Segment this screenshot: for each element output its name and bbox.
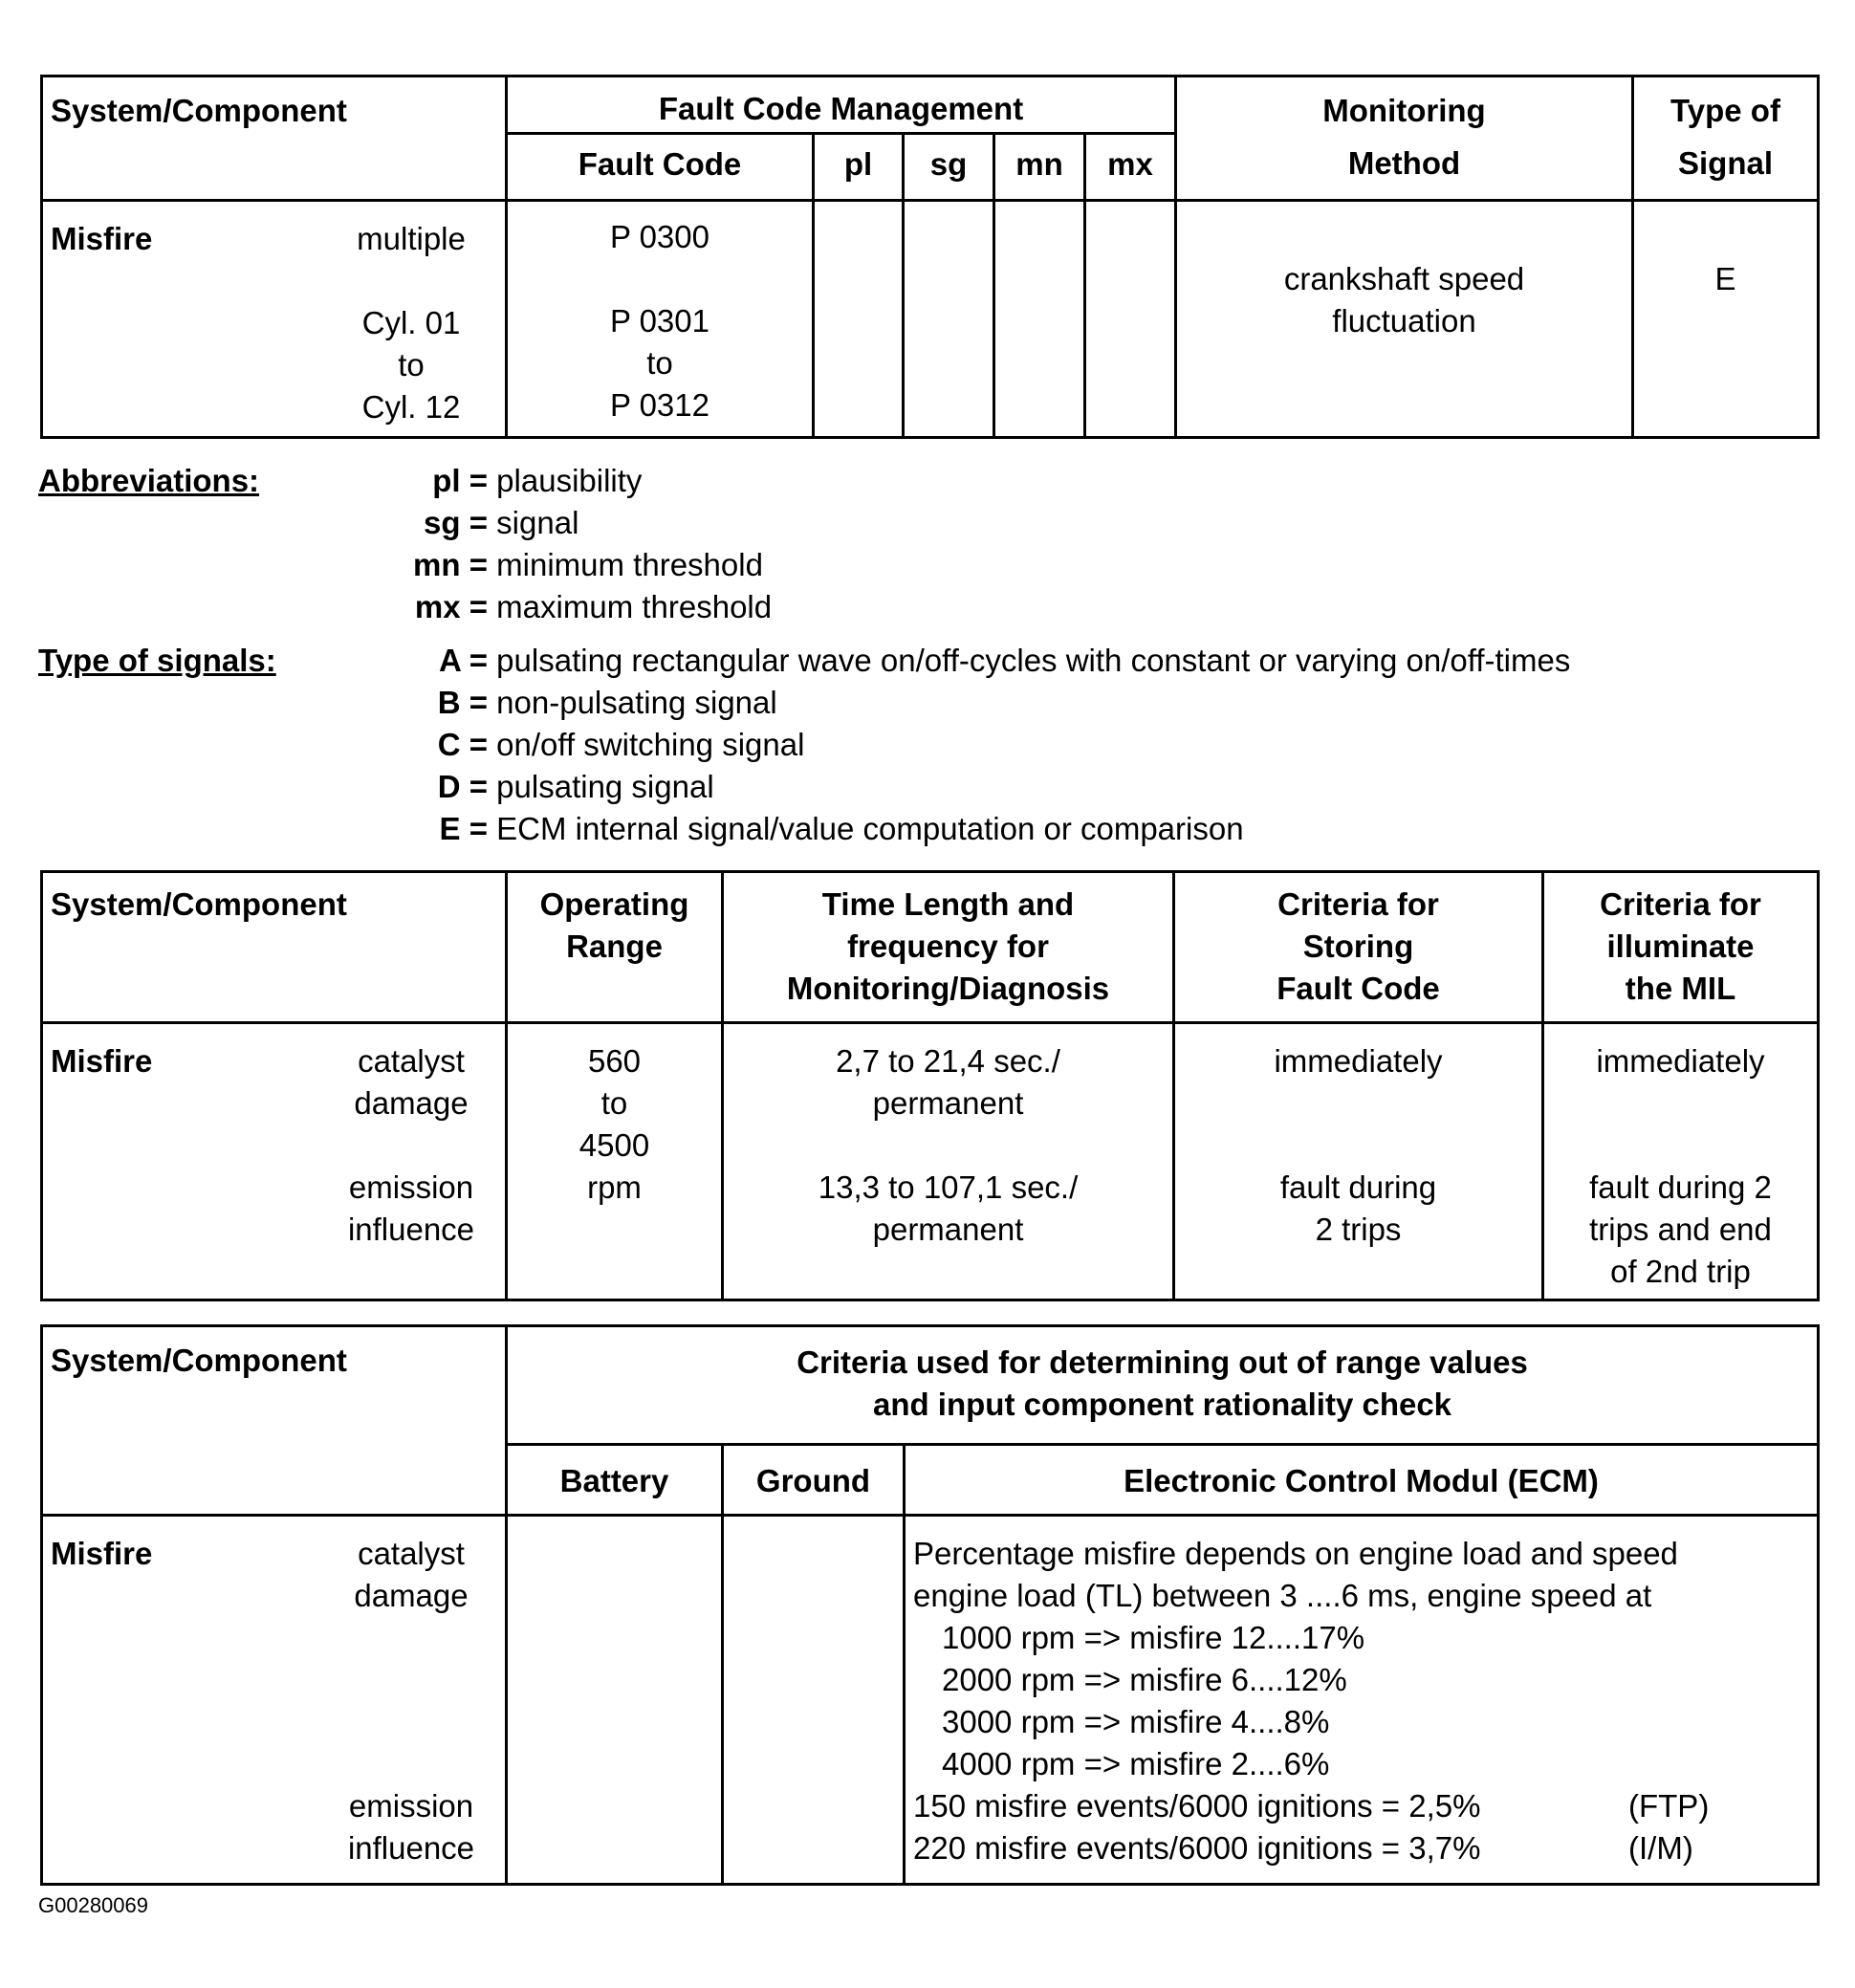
type-of-signals-list (382, 643, 1570, 853)
abbreviations-title: Abbreviations: (38, 463, 260, 498)
monitoring-method-cell: crankshaft speed fluctuation (1176, 201, 1633, 438)
header-operating-range: Operating Range (507, 872, 723, 1023)
signal-type-item: C = on/off switching signal (437, 727, 805, 762)
abbreviation-item: sg = signal (424, 505, 579, 540)
rationality-check-table (40, 1324, 1820, 1886)
mx-cell (1085, 201, 1176, 438)
header-criteria-mil: Criteria for illuminate the MIL (1543, 872, 1819, 1023)
header-monitoring-method: Monitoring Method (1176, 76, 1633, 201)
mn-cell (994, 201, 1085, 438)
ecm-cell: Percentage misfire depends on engine load and speed engine load (TL) between 3 ....6 ms, engine speed at 1000 rpm => misfire 12....17% 2000 rpm => misfire 6....12% 3000 rpm => misfire 4....8% 4000 rpm => misfire 2....6% 150 misfire events/6000 ignitions = 2,5% (FTP) 220 misfire events/6000 ignitions = 3,7% (I/M) (905, 1516, 1819, 1885)
type-of-signal-cell: E (1633, 201, 1819, 438)
misfire-component-cell: Misfire catalyst damage emission influence (42, 1516, 507, 1885)
header-mn: mn (994, 134, 1085, 201)
signal-type-item: A = pulsating rectangular wave on/off-cycles with constant or varying on/off-times (438, 643, 1571, 678)
header-ecm: Electronic Control Modul (ECM) (905, 1445, 1819, 1516)
time-length-cell: 2,7 to 21,4 sec./ permanent 13,3 to 107,1 sec./ permanent (723, 1023, 1174, 1300)
misfire-component-cell: Misfire catalyst damage emission influence (42, 1023, 507, 1300)
header-fault-code-management: Fault Code Management (507, 76, 1176, 134)
header-criteria-storing: Criteria for Storing Fault Code (1174, 872, 1543, 1023)
operating-range-cell: 560 to 4500 rpm (507, 1023, 723, 1300)
header-ground: Ground (723, 1445, 905, 1516)
header-type-of-signal: Type of Signal (1633, 76, 1819, 201)
header-fault-code: Fault Code (507, 134, 814, 201)
criteria-storing-cell: immediately fault during 2 trips (1174, 1023, 1543, 1300)
header-system-component: System/Component (42, 1326, 507, 1516)
header-system-component: System/Component (42, 76, 507, 201)
fault-code-table (40, 75, 1820, 439)
abbreviation-item: pl = plausibility (432, 463, 643, 498)
operating-range-table (40, 870, 1820, 1301)
signal-type-item: E = ECM internal signal/value computation or comparison (439, 811, 1244, 846)
sg-cell (904, 201, 994, 438)
battery-cell (507, 1516, 723, 1885)
header-battery: Battery (507, 1445, 723, 1516)
abbreviation-item: mx = maximum threshold (414, 589, 773, 624)
misfire-component-cell: Misfire multiple Cyl. 01 to Cyl. 12 (42, 201, 507, 438)
signal-type-item: D = pulsating signal (437, 769, 714, 804)
header-mx: mx (1085, 134, 1176, 201)
ground-cell (723, 1516, 905, 1885)
header-criteria: Criteria used for determining out of range values and input component rationality check (507, 1326, 1819, 1445)
header-system-component: System/Component (42, 872, 507, 1023)
header-sg: sg (904, 134, 994, 201)
criteria-mil-cell: immediately fault during 2 trips and end of 2nd trip (1543, 1023, 1819, 1300)
header-time-length: Time Length and frequency for Monitoring/Diagnosis (723, 872, 1174, 1023)
figure-id: G00280069 (38, 1893, 148, 1917)
header-pl: pl (814, 134, 904, 201)
type-of-signals-title: Type of signals: (38, 643, 276, 678)
abbreviation-item: mn = minimum threshold (413, 547, 763, 582)
fault-code-values-cell: P 0300 P 0301 to P 0312 (507, 201, 814, 438)
abbreviations-list (382, 463, 772, 631)
signal-type-item: B = non-pulsating signal (437, 685, 777, 720)
pl-cell (814, 201, 904, 438)
